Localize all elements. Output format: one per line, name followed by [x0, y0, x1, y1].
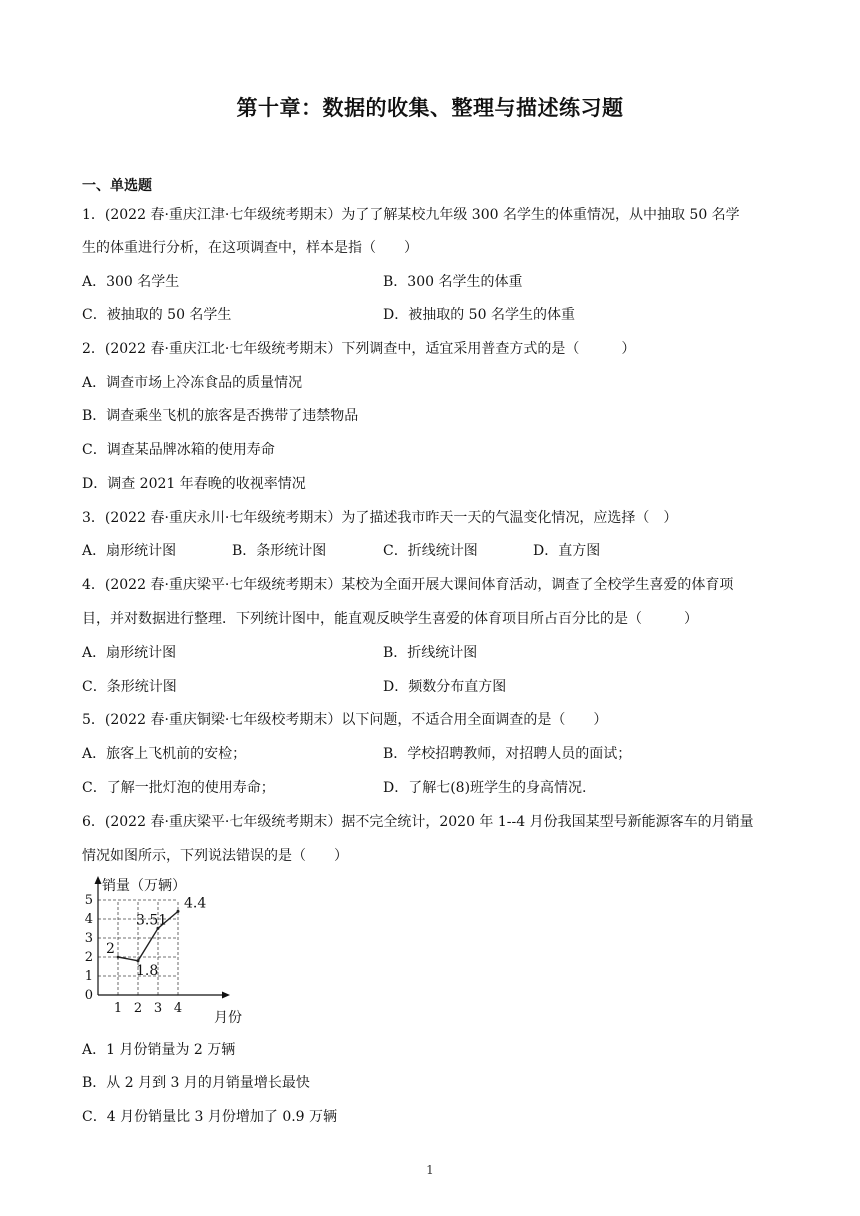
data-point-4	[177, 910, 180, 913]
y-tick-label-5: 5	[84, 893, 93, 908]
question-4-option-c: C．条形统计图	[82, 679, 177, 695]
question-6-option-b: B．从 2 月到 3 月的月销量增长最快	[82, 1075, 310, 1091]
question-3-option-c: C．折线统计图	[383, 543, 478, 559]
x-tick-label-1: 2	[133, 1001, 143, 1016]
data-label-3: 3.51	[136, 912, 168, 929]
question-1-option-b: B．300 名学生的体重	[383, 274, 523, 290]
question-6-option-c: C．4 月份销量比 3 月份增加了 0.9 万辆	[82, 1109, 338, 1125]
x-tick-label-3: 4	[173, 1001, 183, 1016]
data-label-2: 1.8	[136, 962, 159, 979]
y-axis-label: 销量（万辆）	[102, 878, 186, 894]
y-tick-labels	[85, 893, 93, 1003]
y-tick-label-3: 3	[84, 931, 93, 946]
x-tick-label-2: 3	[153, 1001, 163, 1016]
y-tick-label-1: 1	[84, 969, 93, 984]
data-labels	[106, 895, 206, 978]
y-tick-label-0: 0	[84, 988, 93, 1003]
question-5-option-b: B．学校招聘教师，对招聘人员的面试；	[383, 746, 632, 762]
question-6-line-1: 6．(2022 春·重庆梁平·七年级统考期末）据不完全统计，2020 年 1--4 月份我国某型号新能源客车的月销量	[82, 814, 754, 830]
question-2-line-1: 2．(2022 春·重庆江北·七年级统考期末）下列调查中，适宜采用普查方式的是（ ）	[82, 341, 636, 357]
question-1-option-d: D．被抽取的 50 名学生的体重	[383, 307, 575, 323]
question-2-option-a: A．调查市场上冷冻食品的质量情况	[82, 375, 303, 391]
question-1-line-1: 1．(2022 春·重庆江津·七年级统考期末）为了了解某校九年级 300 名学生的体重情况，从中抽取 50 名学	[82, 207, 740, 223]
question-4-line-2: 目，并对数据进行整理．下列统计图中，能直观反映学生喜爱的体育项目所占百分比的是（ ）	[82, 611, 698, 627]
data-label-4: 4.4	[184, 895, 207, 912]
question-3-option-d: D．直方图	[533, 543, 601, 559]
question-5-line-1: 5．(2022 春·重庆铜梁·七年级校考期末）以下问题，不适合用全面调查的是（ ）	[82, 712, 608, 728]
page-title: 第十章：数据的收集、整理与描述练习题	[236, 96, 624, 120]
x-axis-label: 月份	[214, 1010, 242, 1026]
x-tick-label-0: 1	[113, 1001, 123, 1016]
question-1-option-a: A．300 名学生	[82, 274, 180, 290]
question-6-option-a: A．1 月份销量为 2 万辆	[82, 1042, 236, 1058]
x-axis-arrow	[222, 992, 230, 999]
section-title: 一、单选题	[82, 178, 152, 194]
question-5-option-a: A．旅客上飞机前的安检；	[82, 746, 247, 762]
question-2-option-d: D．调查 2021 年春晚的收视率情况	[82, 476, 306, 492]
y-axis-arrow	[95, 876, 102, 884]
data-label-1: 2	[106, 941, 115, 957]
chart-axes	[95, 876, 231, 999]
question-3-line-1: 3．(2022 春·重庆永川·七年级统考期末）为了描述我市昨天一天的气温变化情况，应选择（ ）	[82, 510, 678, 526]
question-4-option-b: B．折线统计图	[383, 645, 478, 661]
data-point-1	[117, 956, 120, 959]
question-5-option-d: D．了解七(8)班学生的身高情况.	[383, 780, 587, 796]
question-3-option-b: B．条形统计图	[232, 543, 327, 559]
y-tick-label-4: 4	[84, 912, 93, 927]
question-4-line-1: 4．(2022 春·重庆梁平·七年级统考期末）某校为全面开展大课间体育活动，调查了全校学生喜爱的体育项	[82, 577, 734, 593]
y-tick-label-2: 2	[84, 950, 93, 965]
question-3-option-a: A．扇形统计图	[82, 543, 177, 559]
page-number: 1	[426, 1163, 434, 1177]
question-1-option-c: C．被抽取的 50 名学生	[82, 307, 232, 323]
question-4-option-d: D．频数分布直方图	[383, 679, 507, 695]
question-2-option-c: C．调查某品牌冰箱的使用寿命	[82, 442, 275, 458]
question-5-option-c: C．了解一批灯泡的使用寿命；	[82, 780, 275, 796]
question-2-option-b: B．调查乘坐飞机的旅客是否携带了违禁物品	[82, 408, 359, 424]
question-1-line-2: 生的体重进行分析，在这项调查中，样本是指（ ）	[82, 240, 418, 256]
question-4-option-a: A．扇形统计图	[82, 645, 177, 661]
sales-line-chart	[82, 870, 262, 1030]
x-tick-labels	[114, 1001, 182, 1016]
question-6-line-2: 情况如图所示，下列说法错误的是（ ）	[82, 848, 348, 864]
